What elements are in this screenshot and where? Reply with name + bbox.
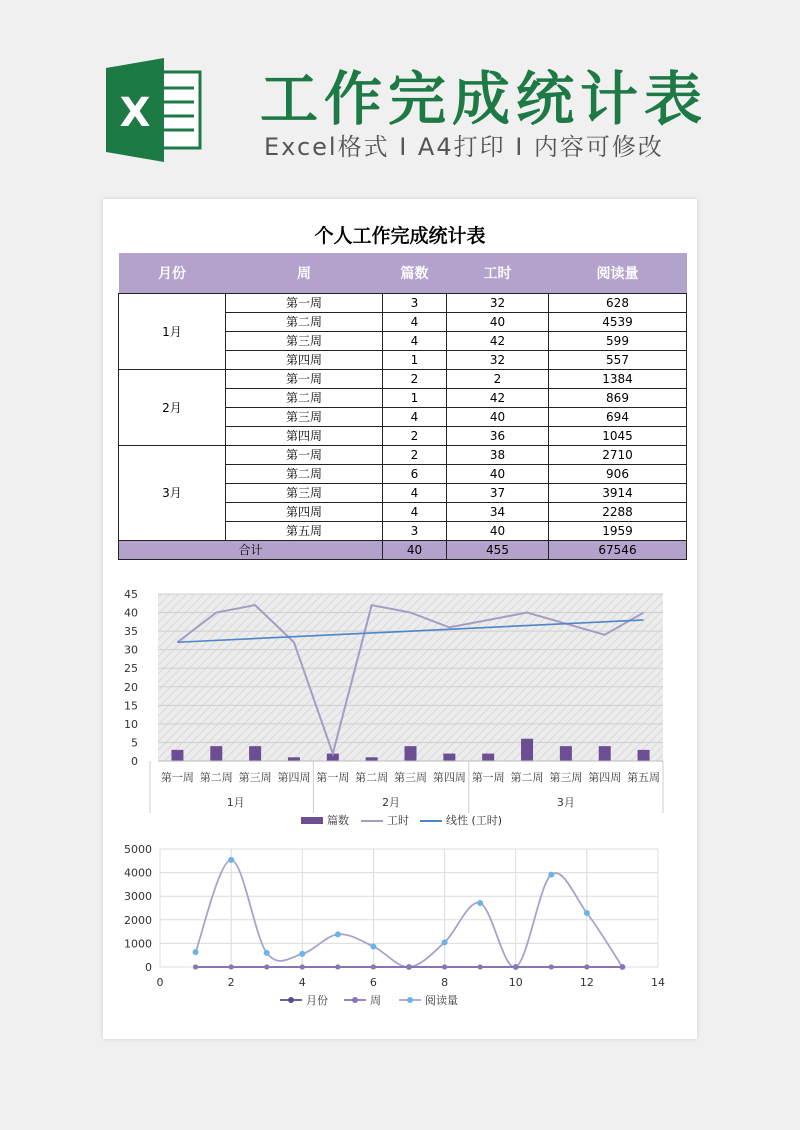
- data-point-1: [584, 965, 589, 970]
- legend-marker-1: [352, 997, 358, 1003]
- total-count: 40: [383, 541, 447, 560]
- count-hours-chart: [118, 586, 678, 836]
- count-cell: 3: [383, 522, 447, 541]
- data-point-1: [193, 965, 198, 970]
- reads-chart: [118, 839, 678, 1024]
- y-tick-label: 3000: [124, 890, 152, 904]
- legend-label-hours: 工时: [387, 814, 409, 827]
- reads-cell: 599: [549, 332, 687, 351]
- sheet-paper: [103, 199, 697, 1039]
- week-cell: 第四周: [226, 351, 383, 370]
- week-cell: 第五周: [226, 522, 383, 541]
- column-header-month: 月份: [119, 253, 226, 294]
- x-tick-label: 第三周: [549, 771, 583, 784]
- legend-label-count: 篇数: [327, 814, 349, 827]
- y-tick-label: 20: [124, 680, 138, 694]
- count-cell: 4: [383, 408, 447, 427]
- x-tick-label: 10: [508, 976, 523, 989]
- data-point-1: [620, 965, 625, 970]
- page-title: 工作完成统计表: [260, 65, 709, 133]
- count-cell: 2: [383, 446, 447, 465]
- y-tick-label: 5: [131, 736, 138, 750]
- stats-table: [118, 253, 687, 560]
- week-cell: 第三周: [226, 332, 383, 351]
- legend-label-2: 阅读量: [425, 994, 458, 1007]
- data-point-1: [229, 965, 234, 970]
- data-point-1: [549, 965, 554, 970]
- bar-count: [521, 739, 533, 761]
- bar-count: [405, 746, 417, 761]
- hours-cell: 37: [447, 484, 549, 503]
- x-tick-label: 第一周: [316, 771, 350, 784]
- count-cell: 4: [383, 313, 447, 332]
- x-tick-label: 第一周: [160, 771, 194, 784]
- week-cell: 第二周: [226, 313, 383, 332]
- x-tick-label: 4: [298, 976, 306, 989]
- hours-cell: 32: [447, 294, 549, 313]
- reads-cell: 2710: [549, 446, 687, 465]
- total-hours: 455: [447, 541, 549, 560]
- week-cell: 第三周: [226, 484, 383, 503]
- bar-count: [443, 754, 455, 761]
- count-cell: 4: [383, 484, 447, 503]
- hours-cell: 40: [447, 465, 549, 484]
- x-tick-label: 第三周: [394, 771, 427, 784]
- reads-cell: 4539: [549, 313, 687, 332]
- reads-cell: 694: [549, 408, 687, 427]
- x-tick-label: 第五周: [627, 771, 661, 784]
- month-cell: 1月: [119, 294, 226, 370]
- data-point-1: [442, 965, 447, 970]
- data-point-reads: [335, 931, 341, 937]
- excel-logo-icon: [102, 58, 206, 162]
- data-point-1: [513, 965, 518, 970]
- y-tick-label: 40: [124, 606, 138, 620]
- data-point-1: [371, 965, 376, 970]
- hours-cell: 42: [447, 389, 549, 408]
- plot-area: [158, 594, 663, 761]
- table-header-row: [119, 253, 687, 294]
- reads-cell: 557: [549, 351, 687, 370]
- data-point-reads: [584, 910, 590, 916]
- reads-cell: 3914: [549, 484, 687, 503]
- hours-cell: 2: [447, 370, 549, 389]
- hours-cell: 40: [447, 522, 549, 541]
- legend-label-trend: 线性 (工时): [446, 814, 503, 827]
- reads-cell: 1384: [549, 370, 687, 389]
- column-header-reads: 阅读量: [549, 253, 687, 294]
- y-tick-label: 5000: [124, 843, 152, 856]
- data-point-reads: [477, 900, 483, 906]
- table-row: [119, 370, 687, 389]
- data-point-reads: [299, 951, 305, 957]
- hours-cell: 40: [447, 408, 549, 427]
- legend-swatch-count: [301, 817, 323, 824]
- reads-cell: 869: [549, 389, 687, 408]
- y-tick-label: 15: [124, 699, 138, 713]
- y-tick-label: 10: [124, 717, 138, 731]
- x-tick-label: 8: [441, 976, 449, 989]
- x-tick-label: 12: [579, 976, 594, 989]
- legend-label-0: 月份: [306, 994, 328, 1007]
- y-tick-label: 0: [131, 755, 138, 768]
- week-cell: 第一周: [226, 370, 383, 389]
- total-reads: 67546: [549, 541, 687, 560]
- data-point-1: [335, 965, 340, 970]
- y-tick-label: 1000: [124, 937, 152, 951]
- bar-count: [288, 757, 300, 761]
- bar-count: [366, 757, 378, 761]
- x-tick-label: 第二周: [199, 771, 233, 784]
- group-label: 2月: [382, 796, 401, 809]
- hours-cell: 32: [447, 351, 549, 370]
- count-cell: 2: [383, 370, 447, 389]
- table-row: [119, 446, 687, 465]
- data-point-reads: [370, 943, 376, 949]
- sheet-title: 个人工作完成统计表: [314, 225, 486, 247]
- x-tick-label: 14: [651, 976, 665, 989]
- column-header-count: 篇数: [383, 253, 447, 294]
- hours-cell: 42: [447, 332, 549, 351]
- data-point-1: [300, 965, 305, 970]
- y-tick-label: 25: [124, 662, 138, 676]
- group-label: 3月: [556, 796, 575, 809]
- reads-cell: 2288: [549, 503, 687, 522]
- hours-cell: 38: [447, 446, 549, 465]
- data-point-1: [264, 965, 269, 970]
- y-tick-label: 30: [124, 643, 138, 657]
- table-total-row: [119, 541, 687, 560]
- bar-count: [560, 746, 572, 761]
- column-header-hours: 工时: [447, 253, 549, 294]
- week-cell: 第二周: [226, 389, 383, 408]
- count-cell: 1: [383, 389, 447, 408]
- reads-cell: 906: [549, 465, 687, 484]
- x-tick-label: 第一周: [471, 771, 505, 784]
- data-point-reads: [442, 939, 448, 945]
- x-tick-label: 第四周: [588, 771, 622, 784]
- count-cell: 4: [383, 332, 447, 351]
- data-point-reads: [548, 872, 554, 878]
- reads-cell: 628: [549, 294, 687, 313]
- week-cell: 第二周: [226, 465, 383, 484]
- column-header-week: 周: [226, 253, 383, 294]
- bar-count: [482, 754, 494, 761]
- y-tick-label: 0: [145, 961, 152, 974]
- x-tick-label: 第四周: [432, 771, 466, 784]
- count-cell: 3: [383, 294, 447, 313]
- x-tick-label: 第二周: [355, 771, 389, 784]
- series-line-2: [196, 860, 623, 967]
- x-tick-label: 第三周: [238, 771, 272, 784]
- week-cell: 第一周: [226, 294, 383, 313]
- page-subtitle: Excel格式 I A4打印 I 内容可修改: [264, 133, 664, 161]
- week-cell: 第四周: [226, 503, 383, 522]
- week-cell: 第四周: [226, 427, 383, 446]
- table-row: [119, 294, 687, 313]
- x-tick-label: 第二周: [510, 771, 544, 784]
- week-cell: 第一周: [226, 446, 383, 465]
- legend-label-1: 周: [370, 994, 381, 1007]
- month-cell: 3月: [119, 446, 226, 541]
- logo-letter: X: [119, 90, 151, 136]
- legend-marker-2: [407, 997, 413, 1003]
- y-tick-label: 35: [124, 625, 138, 639]
- data-point-reads: [193, 949, 199, 955]
- week-cell: 第三周: [226, 408, 383, 427]
- legend-marker-0: [288, 997, 294, 1003]
- count-cell: 4: [383, 503, 447, 522]
- reads-cell: 1045: [549, 427, 687, 446]
- hours-cell: 40: [447, 313, 549, 332]
- y-tick-label: 2000: [124, 913, 152, 927]
- data-point-1: [478, 965, 483, 970]
- hours-cell: 36: [447, 427, 549, 446]
- group-label: 1月: [226, 796, 245, 809]
- x-tick-label: 6: [369, 976, 377, 989]
- bar-count: [599, 746, 611, 761]
- count-cell: 1: [383, 351, 447, 370]
- bar-count: [638, 750, 650, 761]
- x-tick-label: 2: [227, 976, 235, 989]
- total-label: 合计: [119, 541, 383, 560]
- y-tick-label: 4000: [124, 866, 152, 880]
- month-cell: 2月: [119, 370, 226, 446]
- x-tick-label: 0: [156, 976, 164, 989]
- count-cell: 6: [383, 465, 447, 484]
- hours-cell: 34: [447, 503, 549, 522]
- bar-count: [210, 746, 222, 761]
- reads-cell: 1959: [549, 522, 687, 541]
- data-point-1: [407, 965, 412, 970]
- data-point-reads: [228, 857, 234, 863]
- bar-count: [249, 746, 261, 761]
- x-tick-label: 第四周: [277, 771, 311, 784]
- count-cell: 2: [383, 427, 447, 446]
- data-point-reads: [264, 950, 270, 956]
- bar-count: [171, 750, 183, 761]
- y-tick-label: 45: [124, 588, 138, 601]
